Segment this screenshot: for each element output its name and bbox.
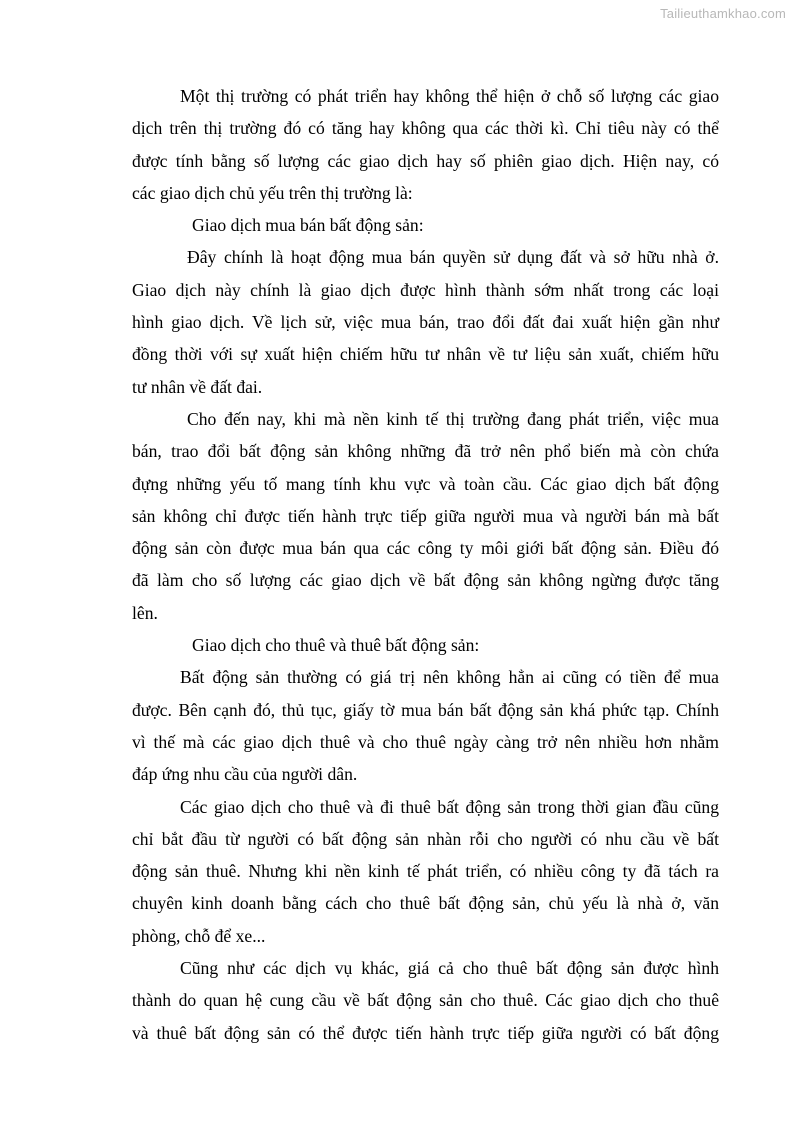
text-line: các giao dịch chủ yếu trên thị trường là:	[132, 182, 413, 203]
text-line: hình giao dịch. Về lịch sử, việc mua bán, trao đổi đất đai xuất hiện gần như	[132, 312, 719, 333]
section-heading: Giao dịch mua bán bất động sản:	[192, 215, 424, 236]
text-line: thành do quan hệ cung cầu về bất động sản cho thuê. Các giao dịch cho thuê	[132, 990, 719, 1011]
text-line: động sản còn được mua bán qua các công ty môi giới bất động sản. Điều đó	[132, 538, 719, 559]
text-line: Cũng như các dịch vụ khác, giá cả cho thuê bất động sản được hình	[180, 958, 719, 979]
text-line: đồng thời với sự xuất hiện chiếm hữu tư nhân về tư liệu sản xuất, chiếm hữu	[132, 344, 719, 365]
text-line: Các giao dịch cho thuê và đi thuê bất động sản trong thời gian đầu cũng	[180, 796, 719, 817]
text-line: Một thị trường có phát triển hay không thể hiện ở chỗ số lượng các giao	[180, 86, 719, 106]
text-line: đã làm cho số lượng các giao dịch về bất động sản không ngừng được tăng	[132, 570, 719, 591]
text-line: chỉ bắt đầu từ người có bất động sản nhàn rỗi cho người có nhu cầu về bất	[132, 828, 719, 849]
section-heading: Giao dịch cho thuê và thuê bất động sản:	[192, 635, 480, 656]
text-line: được tính bằng số lượng các giao dịch hay số phiên giao dịch. Hiện nay, có	[132, 150, 719, 171]
watermark: Tailieuthamkhao.com	[660, 6, 786, 21]
text-line: đựng những yếu tố mang tính khu vực và toàn cầu. Các giao dịch bất động	[132, 473, 719, 494]
text-line: và thuê bất động sản có thể được tiến hành trực tiếp giữa người có bất động	[132, 1022, 719, 1043]
text-line: Cho đến nay, khi mà nền kinh tế thị trường đang phát triển, việc mua	[187, 408, 719, 429]
text-line: động sản thuê. Nhưng khi nền kinh tế phát triển, có nhiều công ty đã tách ra	[132, 861, 719, 882]
text-line: đáp ứng nhu cầu của người dân.	[132, 764, 358, 785]
text-line: sản không chỉ được tiến hành trực tiếp giữa người mua và người bán mà bất	[132, 505, 719, 526]
text-line: Đây chính là hoạt động mua bán quyền sử dụng đất và sở hữu nhà ở.	[187, 247, 719, 268]
text-line: được. Bên cạnh đó, thủ tục, giấy tờ mua bán bất động sản khá phức tạp. Chính	[132, 699, 719, 720]
text-line: vì thế mà các giao dịch thuê và cho thuê ngày càng trở nên nhiều hơn nhằm	[132, 731, 719, 752]
text-line: lên.	[132, 602, 158, 623]
text-line: Bất động sản thường có giá trị nên không hẳn ai cũng có tiền để mua	[180, 667, 719, 688]
text-line: phòng, chỗ để xe...	[132, 925, 266, 946]
text-line: dịch trên thị trường đó có tăng hay không qua các thời kì. Chỉ tiêu này có thể	[132, 118, 719, 139]
document-page	[132, 80, 719, 1049]
text-line: tư nhân về đất đai.	[132, 376, 263, 397]
text-line: bán, trao đổi bất động sản không những đã trở nên phổ biến mà còn chứa	[132, 441, 719, 462]
text-line: Giao dịch này chính là giao dịch được hình thành sớm nhất trong các loại	[132, 279, 719, 300]
text-line: chuyên kinh doanh bằng cách cho thuê bất động sản, chủ yếu là nhà ở, văn	[132, 893, 719, 914]
